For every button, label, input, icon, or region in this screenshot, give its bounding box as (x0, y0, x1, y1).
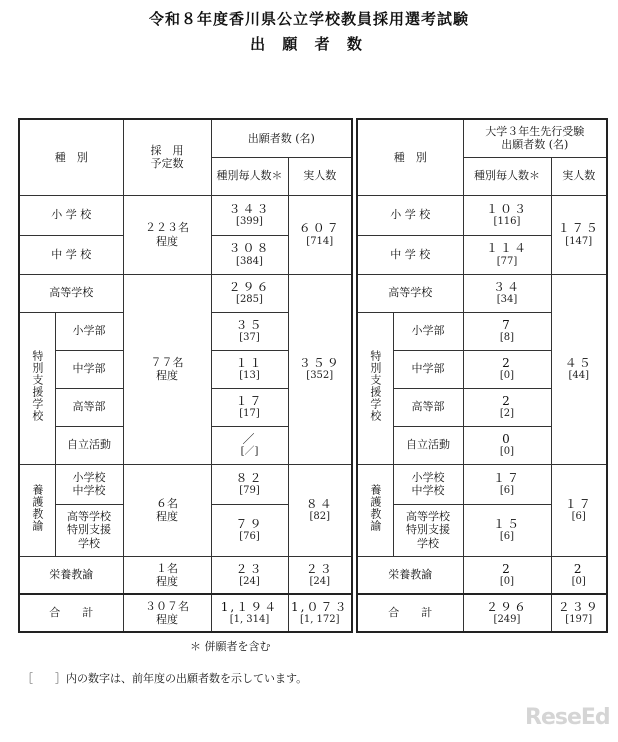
row-label-junior-high: 中 学 校 (19, 235, 123, 274)
value: ８２ (235, 470, 264, 485)
prev-value: [0] (571, 575, 586, 587)
value: 0 (502, 431, 512, 446)
quota-total: ３０７名 程度 (123, 594, 211, 632)
applicants-table (18, 118, 353, 633)
value: ２３ (305, 561, 334, 576)
cell-per-nursing-2 (211, 504, 288, 556)
value: １７５ (557, 221, 600, 236)
prev-value: [352] (306, 370, 334, 382)
value: ／ (242, 431, 257, 446)
row-label-total: 合 計 (19, 594, 123, 632)
row-label-special-junior-r: 中学部 (393, 350, 463, 388)
cell-per-nursing-1 (211, 464, 288, 504)
cell-j-actual-high-special (551, 274, 607, 464)
cell-actual-elementary-junior (288, 195, 352, 274)
cell-actual-total (288, 594, 352, 632)
footnote-star: ＊ 併願者を含む (190, 640, 271, 653)
group-nursing-r (357, 464, 393, 556)
value: １７ (492, 470, 521, 485)
value: ２９６ (485, 599, 528, 614)
prev-value: [13] (239, 370, 260, 382)
prev-value: [76] (239, 531, 260, 543)
prev-value: [285] (236, 294, 263, 306)
cell-j-actual-total (551, 594, 607, 632)
row-label-special-high-r: 高等部 (393, 388, 463, 426)
prev-value: [0] (499, 370, 515, 382)
group-special-label: 特別支援学校 (30, 350, 44, 423)
cell-j-per-total (463, 594, 551, 632)
quota-high-special: ７７名 程度 (123, 274, 211, 464)
cell-per-high (211, 274, 288, 312)
group-nursing (19, 464, 55, 556)
row-label-nursing-2: 高等学校 特別支援 学校 (55, 504, 123, 556)
header-category: 種 別 (19, 119, 123, 195)
prev-value: [34] (496, 294, 518, 306)
cell-j-per-nursing-1 (463, 464, 551, 504)
prev-value: [24] (239, 575, 260, 587)
row-label-special-indep: 自立活動 (55, 426, 123, 464)
group-special-support-r (357, 312, 393, 464)
row-label-nursing-1: 小学校 中学校 (55, 464, 123, 504)
page-title: 令和８年度香川県公立学校教員採用選考試験 (148, 10, 469, 28)
cell-j-per-high (463, 274, 551, 312)
cell-j-per-nursing-2 (463, 504, 551, 556)
prev-value: [714] (306, 235, 334, 247)
value: 7 (502, 317, 512, 332)
value: １７ (564, 496, 593, 511)
group-nursing-label: 養護教諭 (30, 484, 44, 533)
cell-per-special-junior (211, 350, 288, 388)
header-actual-r: 実人数 (551, 157, 607, 195)
value: ３５ (235, 317, 264, 332)
header-per-category: 種別毎人数＊ (211, 157, 288, 195)
prev-value: [17] (239, 408, 260, 420)
header-junior-applicants: 大学３年生先行受験 出願者数 (名) (463, 119, 607, 157)
prev-value: [8] (499, 332, 515, 344)
prev-value: [24] (309, 575, 331, 587)
row-label-special-junior: 中学部 (55, 350, 123, 388)
cell-j-per-special-junior (463, 350, 551, 388)
cell-j-per-junior-high (463, 235, 551, 274)
cell-j-actual-nutrition (551, 556, 607, 594)
prev-value: [147] (565, 235, 593, 247)
row-label-nutrition: 栄養教諭 (19, 556, 123, 594)
header-category-r: 種 別 (357, 119, 463, 195)
page-subtitle: 出 願 者 数 (250, 35, 368, 53)
resemom-logo: ReseEd (525, 705, 610, 730)
row-label-special-indep-r: 自立活動 (393, 426, 463, 464)
prev-value: [1, 314] (229, 614, 270, 626)
cell-j-per-elementary (463, 195, 551, 235)
row-label-elementary-r: 小 学 校 (357, 195, 463, 235)
header-quota: 採 用 予定数 (123, 119, 211, 195)
cell-actual-nutrition (288, 556, 352, 594)
value: ２９６ (228, 279, 271, 294)
cell-actual-high-special (288, 274, 352, 464)
prev-value: [77] (496, 255, 518, 267)
value: 2 (502, 355, 512, 370)
row-label-junior-high-r: 中 学 校 (357, 235, 463, 274)
prev-value: [44] (568, 370, 590, 382)
value: ３５９ (298, 355, 341, 370)
quota-nursing: ６名 程度 (123, 464, 211, 556)
row-label-nutrition-r: 栄養教諭 (357, 556, 463, 594)
prev-value: [116] (493, 216, 521, 228)
value: ２３ (235, 561, 264, 576)
header-actual: 実人数 (288, 157, 352, 195)
value: １１ (235, 355, 264, 370)
value: ６０７ (298, 221, 341, 236)
cell-j-per-special-elem (463, 312, 551, 350)
cell-per-elementary (211, 195, 288, 235)
cell-j-actual-elementary-junior (551, 195, 607, 274)
cell-j-actual-nursing (551, 464, 607, 556)
prev-value: [79] (239, 485, 260, 497)
cell-j-per-nutrition (463, 556, 551, 594)
cell-j-per-special-high (463, 388, 551, 426)
prev-value: [／] (240, 446, 259, 458)
cell-per-total (211, 594, 288, 632)
value: １０３ (485, 201, 528, 216)
prev-value: [6] (499, 485, 515, 497)
prev-value: [384] (236, 255, 263, 267)
value: 2 (502, 393, 512, 408)
cell-per-nutrition (211, 556, 288, 594)
value: ４５ (564, 355, 593, 370)
group-nursing-label-r: 養護教諭 (368, 484, 382, 533)
row-label-special-elem: 小学部 (55, 312, 123, 350)
row-label-elementary: 小 学 校 (19, 195, 123, 235)
value: ７９ (235, 516, 264, 531)
group-special-label-r: 特別支援学校 (368, 350, 382, 423)
cell-per-special-indep (211, 426, 288, 464)
value: １５ (492, 516, 521, 531)
quota-nutrition: １名 程度 (123, 556, 211, 594)
row-label-total-r: 合 計 (357, 594, 463, 632)
prev-value: [1, 172] (299, 614, 340, 626)
row-label-special-high: 高等部 (55, 388, 123, 426)
value: 1,１９４ (220, 599, 279, 614)
value: ３４ (492, 279, 521, 294)
cell-per-special-elem (211, 312, 288, 350)
cell-per-special-high (211, 388, 288, 426)
row-label-special-elem-r: 小学部 (393, 312, 463, 350)
value: 2 (573, 561, 584, 576)
prev-value: [82] (309, 511, 331, 523)
value: ３４３ (228, 201, 271, 216)
prev-value: [0] (499, 446, 515, 458)
value: １１４ (485, 241, 528, 256)
footnote-bracket: ［ ］内の数字は、前年度の出願者数を示しています。 (22, 672, 308, 685)
prev-value: [37] (239, 332, 260, 344)
prev-value: [6] (499, 531, 515, 543)
header-applicants: 出願者数 (名) (211, 119, 352, 157)
row-label-nursing-1-r: 小学校 中学校 (393, 464, 463, 504)
cell-per-junior-high (211, 235, 288, 274)
quota-elementary-junior: ２２３名 程度 (123, 195, 211, 274)
junior-applicants-table (356, 118, 608, 633)
value: 2 (502, 561, 512, 576)
prev-value: [0] (499, 575, 515, 587)
prev-value: [399] (236, 216, 263, 228)
value: ８４ (305, 496, 334, 511)
row-label-nursing-2-r: 高等学校 特別支援 学校 (393, 504, 463, 556)
row-label-high-r: 高等学校 (357, 274, 463, 312)
prev-value: [6] (571, 511, 586, 523)
header-per-category-r: 種別毎人数＊ (463, 157, 551, 195)
value: 1,０７３ (291, 599, 349, 614)
row-label-high: 高等学校 (19, 274, 123, 312)
cell-actual-nursing (288, 464, 352, 556)
prev-value: [197] (565, 614, 593, 626)
cell-j-per-special-indep (463, 426, 551, 464)
prev-value: [2] (499, 408, 515, 420)
value: １７ (235, 393, 264, 408)
value: ２３９ (557, 599, 600, 614)
prev-value: [249] (493, 614, 521, 626)
value: ３０８ (228, 241, 271, 256)
group-special-support (19, 312, 55, 464)
